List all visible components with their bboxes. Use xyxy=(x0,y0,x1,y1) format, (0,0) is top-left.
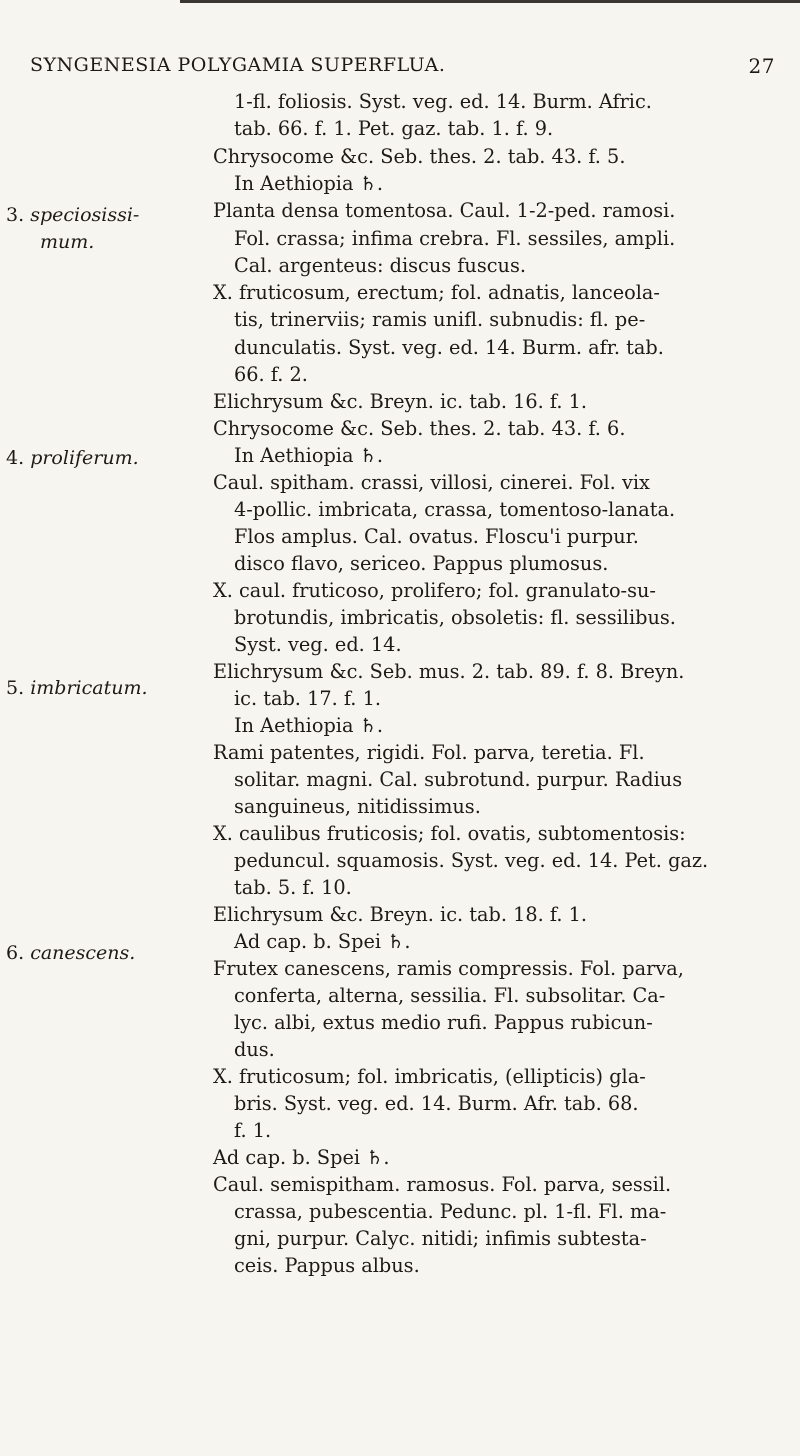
text-line: X. fruticosum; fol. imbricatis, (ellipticis) gla- xyxy=(213,1065,646,1088)
species-number: 5. xyxy=(6,677,25,699)
species-number: 4. xyxy=(6,447,25,469)
text-line: gni, purpur. Calyc. nitidi; infimis subtesta- xyxy=(234,1227,647,1250)
text-line: solitar. magni. Cal. subrotund. purpur. Radius xyxy=(234,768,683,791)
text-line: Syst. veg. ed. 14. xyxy=(234,633,402,656)
text-line: Ad cap. b. Spei ♄. xyxy=(234,930,411,953)
page-number: 27 xyxy=(748,54,775,78)
text-line: brotundis, imbricatis, obsoletis: fl. sessilibus. xyxy=(234,606,676,629)
species-number: 6. xyxy=(6,942,25,964)
text-line: Caul. spitham. crassi, villosi, cinerei. Fol. vix xyxy=(213,471,650,494)
text-line: disco flavo, sericeo. Pappus plumosus. xyxy=(234,552,609,575)
top-rule xyxy=(180,0,800,3)
text-line: dus. xyxy=(234,1038,275,1061)
text-line: In Aethiopia ♄. xyxy=(234,172,383,195)
text-line: Flos amplus. Cal. ovatus. Floscu'i purpur. xyxy=(234,525,639,548)
text-line: crassa, pubescentia. Pedunc. pl. 1-fl. Fl. ma- xyxy=(234,1200,667,1223)
text-line: In Aethiopia ♄. xyxy=(234,444,383,467)
text-line: Frutex canescens, ramis compressis. Fol. parva, xyxy=(213,957,684,980)
margin-label-6 xyxy=(6,940,216,967)
text-line: f. 1. xyxy=(234,1119,272,1142)
text-line: Ad cap. b. Spei ♄. xyxy=(213,1146,390,1169)
text-line: conferta, alterna, sessilia. Fl. subsolitar. Ca- xyxy=(234,984,666,1007)
text-line: Elichrysum &c. Seb. mus. 2. tab. 89. f. 8. Breyn. xyxy=(213,660,685,683)
text-line: ceis. Pappus albus. xyxy=(234,1254,420,1277)
text-line: 66. f. 2. xyxy=(234,363,308,386)
text-line: Rami patentes, rigidi. Fol. parva, teretia. Fl. xyxy=(213,741,645,764)
text-line: Caul. semispitham. ramosus. Fol. parva, sessil. xyxy=(213,1173,672,1196)
species-name: imbricatum. xyxy=(30,677,148,699)
running-head: SYNGENESIA POLYGAMIA SUPERFLUA. xyxy=(30,54,446,76)
text-line: peduncul. squamosis. Syst. veg. ed. 14. Pet. gaz. xyxy=(234,849,709,872)
text-line: tab. 66. f. 1. Pet. gaz. tab. 1. f. 9. xyxy=(234,117,554,140)
margin-label-5 xyxy=(6,675,216,702)
margin-label-3-cont xyxy=(40,229,250,256)
text-line: Fol. crassa; infima crebra. Fl. sessiles, ampli. xyxy=(234,227,676,250)
text-line: X. caulibus fruticosis; fol. ovatis, subtomentosis: xyxy=(213,822,686,845)
species-name: speciosissi- xyxy=(30,204,140,226)
text-line: X. caul. fruticoso, prolifero; fol. granulato-su- xyxy=(213,579,656,602)
margin-label-3 xyxy=(6,202,216,229)
running-header xyxy=(30,54,775,88)
text-line: Elichrysum &c. Breyn. ic. tab. 18. f. 1. xyxy=(213,903,588,926)
text-line: 4-pollic. imbricata, crassa, tomentoso-lanata. xyxy=(234,498,676,521)
text-line: Elichrysum &c. Breyn. ic. tab. 16. f. 1. xyxy=(213,390,588,413)
text-line: X. fruticosum, erectum; fol. adnatis, lanceola- xyxy=(213,281,660,304)
text-line: 1-fl. foliosis. Syst. veg. ed. 14. Burm. Afric. xyxy=(234,90,652,113)
species-number: 3. xyxy=(6,204,25,226)
text-line: sanguineus, nitidissimus. xyxy=(234,795,481,818)
text-line: Chrysocome &c. Seb. thes. 2. tab. 43. f. 6. xyxy=(213,417,626,440)
text-line: dunculatis. Syst. veg. ed. 14. Burm. afr. tab. xyxy=(234,336,664,359)
margin-label-4 xyxy=(6,445,216,472)
text-line: ic. tab. 17. f. 1. xyxy=(234,687,381,710)
text-line: lyc. albi, extus medio rufi. Pappus rubicun- xyxy=(234,1011,653,1034)
text-line: Cal. argenteus: discus fuscus. xyxy=(234,254,526,277)
text-line: tis, trinerviis; ramis unifl. subnudis: fl. pe- xyxy=(234,308,646,331)
text-line: In Aethiopia ♄. xyxy=(234,714,383,737)
text-line: tab. 5. f. 10. xyxy=(234,876,352,899)
species-name-continued: mum. xyxy=(40,231,95,253)
species-name: proliferum. xyxy=(30,447,139,469)
text-line: bris. Syst. veg. ed. 14. Burm. Afr. tab. 68. xyxy=(234,1092,639,1115)
species-name: canescens. xyxy=(30,942,136,964)
text-line: Planta densa tomentosa. Caul. 1-2-ped. ramosi. xyxy=(213,199,676,222)
text-line: Chrysocome &c. Seb. thes. 2. tab. 43. f. 5. xyxy=(213,145,626,168)
